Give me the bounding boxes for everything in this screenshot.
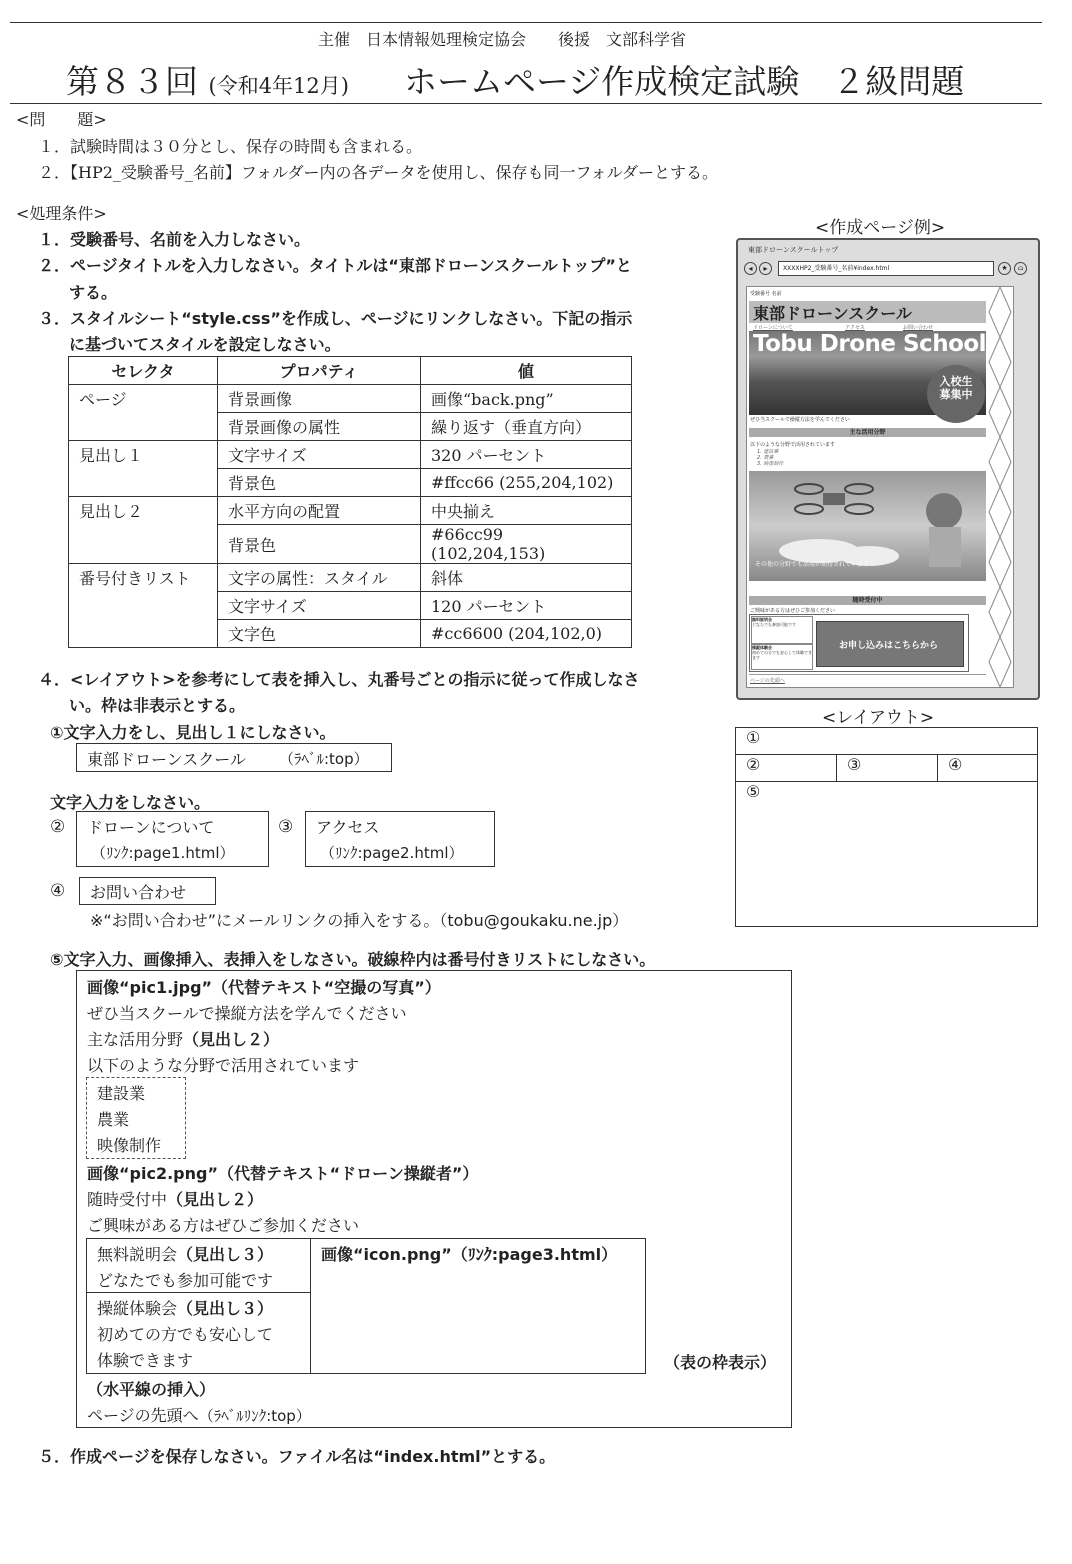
selector-cell (69, 525, 218, 564)
example-h2b-text: 随時受付中 (852, 597, 883, 604)
style-table (68, 356, 632, 648)
condition-1: １．受験番号、名前を入力しなさい。 (38, 230, 311, 249)
condition-5: ５．作成ページを保存しなさい。ファイル名は“index.html”とする。 (38, 1447, 556, 1466)
layout-cell-2: ② (736, 755, 837, 782)
header-property: プロパティ (218, 357, 421, 385)
badge-line1: 入校生 (939, 375, 973, 388)
address-bar (778, 261, 994, 276)
cell3-tag: （見出し３） (177, 1299, 274, 1318)
property-cell: 文字色 (218, 620, 421, 648)
table-row (736, 782, 1038, 927)
example-toplink[interactable]: ページの先頭へ (750, 678, 785, 684)
list-item: 3. 映像制作 (757, 461, 784, 467)
step1-note: （ﾗﾍﾞﾙ:top） (279, 750, 369, 768)
value-cell: 繰り返す（垂直方向） (421, 413, 632, 441)
table-row (736, 755, 1038, 782)
step5-line3: ご興味がある方はぜひご参加ください (87, 1216, 360, 1235)
star-icon: ★ (998, 262, 1011, 275)
top-link-note: （ﾗﾍﾞﾙﾘﾝｸ:top） (198, 1407, 311, 1425)
h2a-text: 主な活用分野 (87, 1030, 184, 1049)
example-caption: <作成ページ例> (815, 218, 946, 238)
problem-item-2: ２．【HP2_受験番号_名前】フォルダー内の各データを使用し、保存も同一フォルダーとする。 (38, 163, 719, 182)
condition-4b: い。枠は非表示とする。 (69, 696, 246, 715)
table-row (736, 728, 1038, 755)
c1-title: 無料説明会 (752, 617, 772, 622)
text-input-label: 文字入力をしなさい。 (50, 793, 211, 812)
hr-note: （水平線の挿入） (87, 1380, 216, 1399)
c2-title: 操縦体験会 (752, 645, 772, 650)
example-viewport (746, 286, 1014, 688)
selector-cell (69, 413, 218, 441)
table-row (69, 497, 632, 525)
condition-3a: ３．スタイルシート“style.css”を作成し、ページにリンクしなさい。下記の指示 (38, 309, 633, 328)
value-cell: 320 パーセント (421, 441, 632, 469)
event-cell-3-text1: 初めての方でも安心して (97, 1325, 274, 1344)
title-date: (令和4年12月) (208, 74, 349, 98)
selector-cell (69, 620, 218, 648)
step3-text: アクセス (316, 818, 380, 837)
example-line2: ご興味がある方はぜひご参加ください (750, 608, 836, 614)
table-row (69, 385, 632, 413)
header-value: 値 (421, 357, 632, 385)
nav-item[interactable]: お問い合わせ (903, 325, 934, 331)
value-cell: 斜体 (421, 564, 632, 592)
example-h1-text: 東部ドローンスクール (753, 304, 912, 323)
table-row (69, 592, 632, 620)
step5-label: ⑤文字入力、画像挿入、表挿入をしなさい。破線枠内は番号付きリストにしなさい。 (50, 950, 656, 969)
event-cell-1-title (97, 1242, 273, 1265)
address-text: XXXXHP2_受験番号_名前¥index.html (783, 265, 890, 272)
step2-box (76, 811, 269, 867)
forward-icon: ▸ (759, 262, 772, 275)
event-cell-2: 画像“icon.png”（ﾘﾝｸ:page3.html） (321, 1245, 618, 1264)
example-list (757, 449, 783, 467)
header-selector: セレクタ (69, 357, 218, 385)
value-cell: 中央揃え (421, 497, 632, 525)
table-row (69, 564, 632, 592)
event-cell-1-text: どなたでも参加可能です (97, 1271, 274, 1290)
step4-num: ④ (50, 881, 66, 901)
pic2-drone-operator (749, 471, 986, 581)
step5-img1: 画像“pic1.jpg”（代替テキスト“空撮の写真”） (87, 978, 441, 997)
header-bottom-rule (10, 103, 1042, 104)
example-line: 以下のような分野で活用されています (750, 442, 836, 448)
selector-cell: 見出し２ (69, 497, 218, 525)
table-row (69, 620, 632, 648)
value-cell: 120 パーセント (421, 592, 632, 620)
id-name: 受験番号 名前 (750, 291, 782, 297)
apply-banner[interactable] (816, 621, 964, 667)
example-window (736, 238, 1040, 700)
value-cell: 画像“back.png” (421, 385, 632, 413)
step4-text: お問い合わせ (90, 883, 187, 902)
value-cell: #66cc99 (102,204,153) (421, 525, 632, 564)
condition-2b: する。 (69, 283, 118, 302)
sponsor-line: 主催 日本情報処理検定協会 後援 文部科学省 (318, 30, 687, 49)
example-event-table (749, 614, 969, 672)
nav-item[interactable]: アクセス (845, 325, 865, 331)
border-note: （表の枠表示） (664, 1353, 777, 1372)
window-title: 東部ドローンスクールトップ (748, 246, 839, 254)
property-cell: 背景画像 (218, 385, 421, 413)
cell3-heading: 操縦体験会 (97, 1299, 178, 1318)
event-cell-3-title (97, 1296, 273, 1319)
property-cell: 文字の属性：スタイル (218, 564, 421, 592)
property-cell: 文字サイズ (218, 592, 421, 620)
step1-box (76, 743, 392, 772)
step5-line2: 以下のような分野で活用されています (87, 1056, 360, 1075)
h2b-text: 随時受付中 (87, 1190, 168, 1209)
h2b-tag: （見出し２） (167, 1190, 264, 1209)
event-cell-3-text2: 体験できます (97, 1351, 194, 1370)
page-title (66, 56, 964, 103)
property-cell: 文字サイズ (218, 441, 421, 469)
selector-cell (69, 469, 218, 497)
layout-cell-4: ④ (938, 755, 1038, 782)
example-h2b (749, 596, 986, 605)
step5-h2a (87, 1027, 279, 1050)
table-row (69, 525, 632, 564)
badge-line2: 募集中 (939, 388, 973, 401)
c2-text: 初めての方でも安心して体験できます (752, 650, 812, 660)
header-top-rule (10, 22, 1042, 23)
step4-note: ※“お問い合わせ”にメールリンクの挿入をする。（tobu@goukaku.ne.jp） (90, 911, 629, 930)
condition-4a: ４．<レイアウト>を参考にして表を挿入し、丸番号ごとの指示に従って作成しなさ (38, 670, 640, 689)
example-h2a (749, 428, 986, 437)
pic2-caption: その他の分野でも活用が期待されています (755, 561, 870, 568)
value-cell: #cc6600 (204,102,0) (421, 620, 632, 648)
example-event-cell3 (751, 644, 813, 670)
top-link-text: ページの先頭へ (87, 1406, 199, 1425)
layout-cell-1: ① (736, 728, 1038, 755)
c1-text: どなたでも参加可能です (752, 622, 796, 627)
event-table-hline (86, 1292, 311, 1293)
cell1-heading: 無料説明会 (97, 1245, 178, 1264)
banner-text: Tobu Drone School (753, 331, 987, 357)
layout-cell-5: ⑤ (736, 782, 1038, 927)
cell1-tag: （見出し３） (177, 1245, 274, 1264)
list-item: 映像制作 (97, 1136, 162, 1155)
step5-line1: ぜひ当スクールで操縦方法を学んでください (87, 1004, 407, 1023)
example-intro: ぜひ当スクールで操縦方法を学んでください (750, 417, 850, 423)
step2-text: ドローンについて (87, 818, 215, 837)
property-cell: 背景色 (218, 525, 421, 564)
example-event-cell1 (751, 616, 813, 644)
list-item: 1. 建設業 (757, 449, 779, 455)
selector-cell (69, 592, 218, 620)
step1-label: ①文字入力をし、見出し１にしなさい。 (50, 723, 336, 742)
title-main: 第８３回 (66, 62, 198, 101)
problem-item-1: １．試験時間は３０分とし、保存の時間も含まれる。 (38, 137, 423, 156)
pic1-aerial-photo (749, 331, 986, 415)
home-icon: ⌂ (1014, 262, 1027, 275)
event-table-vline (310, 1238, 311, 1373)
selector-cell: 見出し１ (69, 441, 218, 469)
step2-link: （ﾘﾝｸ:page1.html） (91, 844, 235, 862)
step2-num: ② (50, 817, 66, 837)
step5-img2: 画像“pic2.png”（代替テキスト“ドローン操縦者”） (87, 1164, 479, 1183)
conditions-heading: <処理条件> (16, 204, 107, 223)
table-row (69, 469, 632, 497)
background-diamond-pattern (987, 287, 1013, 687)
table-row (69, 413, 632, 441)
table-row (69, 441, 632, 469)
layout-grid (735, 727, 1038, 927)
apply-text: お申し込みはこちらから (839, 641, 939, 651)
selector-cell: ページ (69, 385, 218, 413)
layout-caption: <レイアウト> (822, 708, 935, 728)
selector-cell: 番号付きリスト (69, 564, 218, 592)
nav-item[interactable]: ドローンについて (753, 325, 793, 331)
example-h2a-text: 主な活用分野 (849, 429, 886, 436)
value-cell: #ffcc66 (255,204,102) (421, 469, 632, 497)
top-link-line (87, 1403, 311, 1426)
recruit-badge (927, 365, 985, 423)
step3-num: ③ (278, 817, 294, 837)
property-cell: 背景画像の属性 (218, 413, 421, 441)
layout-cell-3: ③ (837, 755, 938, 782)
property-cell: 背景色 (218, 469, 421, 497)
property-cell: 水平方向の配置 (218, 497, 421, 525)
step3-link: （ﾘﾝｸ:page2.html） (320, 844, 464, 862)
step5-h2b (87, 1187, 263, 1210)
list-item: 農業 (97, 1110, 130, 1129)
step4-box (79, 877, 216, 905)
back-icon: ◂ (744, 262, 757, 275)
example-hr (749, 674, 986, 675)
condition-3b: に基づいてスタイルを設定しなさい。 (69, 335, 341, 354)
list-item: 2. 農業 (757, 455, 774, 461)
step3-box (305, 811, 495, 867)
h2a-tag: （見出し２） (183, 1030, 280, 1049)
list-item: 建設業 (97, 1084, 146, 1103)
step1-text: 東部ドローンスクール (87, 750, 246, 769)
title-rest: ホームページ作成検定試験 ２級問題 (403, 62, 965, 101)
example-h1 (749, 301, 986, 323)
problem-heading: <問 題> (16, 110, 107, 129)
condition-2a: ２．ページタイトルを入力しなさい。タイトルは“東部ドローンスクールトップ”と (38, 256, 632, 275)
